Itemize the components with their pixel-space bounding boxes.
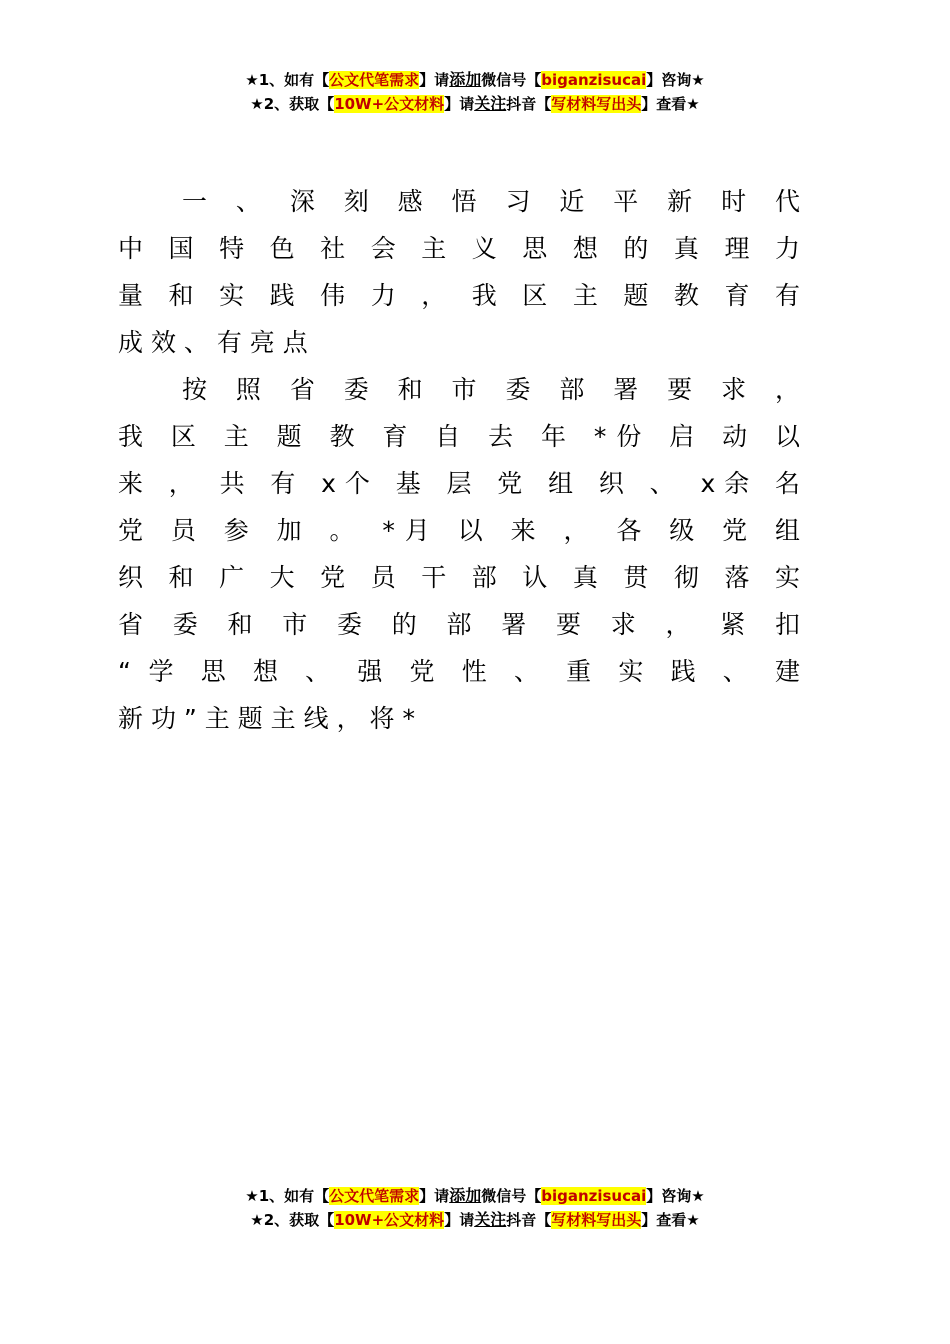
banner-text: 抖音【 [506,1211,552,1229]
document-body [118,178,800,742]
banner-text: ★1、如有【 [245,1187,330,1205]
body-paragraph [118,366,800,742]
paragraph-line: 按 照 省 委 和 市 委 部 署 要 求 ， [182,375,800,404]
banner-highlight: 公文代笔需求 [329,71,420,89]
banner-text: 微信号【 [481,71,542,89]
bottom-banner [0,1184,950,1232]
banner-text: 】查看★ [641,1211,700,1229]
banner-text: 】查看★ [641,95,700,113]
top-banner [0,68,950,116]
banner-line-1 [0,1184,950,1208]
section-heading [118,178,800,366]
paragraph-line: 我 区 主 题 教 育 自 去 年 *份 启 动 以 [118,422,800,451]
banner-highlight: 10W+公文材料 [334,95,445,113]
banner-underline: 添加 [449,1186,482,1205]
heading-line: 中 国 特 色 社 会 主 义 思 想 的 真 理 力 [118,234,800,263]
banner-text: 】请 [419,71,450,89]
heading-line: 一 、 深 刻 感 悟 习 近 平 新 时 代 [182,187,800,216]
banner-line-1 [0,68,950,92]
banner-text: 】请 [444,95,475,113]
heading-line: 量 和 实 践 伟 力 ， 我 区 主 题 教 育 有 [118,281,800,310]
banner-highlight: 公文代笔需求 [329,1187,420,1205]
banner-highlight: 写材料写出头 [551,95,642,113]
banner-underline: 关注 [474,94,507,113]
banner-line-2 [0,1208,950,1232]
banner-underline: 关注 [474,1210,507,1229]
banner-text: 微信号【 [481,1187,542,1205]
paragraph-line: 织 和 广 大 党 员 干 部 认 真 贯 彻 落 实 [118,563,800,592]
banner-text: 】请 [419,1187,450,1205]
banner-text: 】咨询★ [646,1187,705,1205]
banner-highlight: 10W+公文材料 [334,1211,445,1229]
banner-text: ★2、获取【 [250,95,335,113]
paragraph-line: 省 委 和 市 委 的 部 署 要 求 ， 紧 扣 [118,610,800,639]
paragraph-line: 新 功 ” 主 题 主 线 ， 将 * [118,704,415,733]
banner-underline: 添加 [449,70,482,89]
banner-highlight: biganzisucai [541,1187,647,1205]
banner-line-2 [0,92,950,116]
banner-highlight: 写材料写出头 [551,1211,642,1229]
paragraph-line: “ 学 思 想 、 强 党 性 、 重 实 践 、 建 [118,657,800,686]
paragraph-line: 来 ， 共 有 x个 基 层 党 组 织 、 x余 名 [118,469,800,498]
banner-text: 抖音【 [506,95,552,113]
banner-text: ★2、获取【 [250,1211,335,1229]
banner-text: 】请 [444,1211,475,1229]
paragraph-line: 党 员 参 加 。 *月 以 来 ， 各 级 党 组 [118,516,800,545]
banner-text: 】咨询★ [646,71,705,89]
banner-text: ★1、如有【 [245,71,330,89]
heading-line: 成 效 、 有 亮 点 [118,328,308,357]
banner-highlight: biganzisucai [541,71,647,89]
